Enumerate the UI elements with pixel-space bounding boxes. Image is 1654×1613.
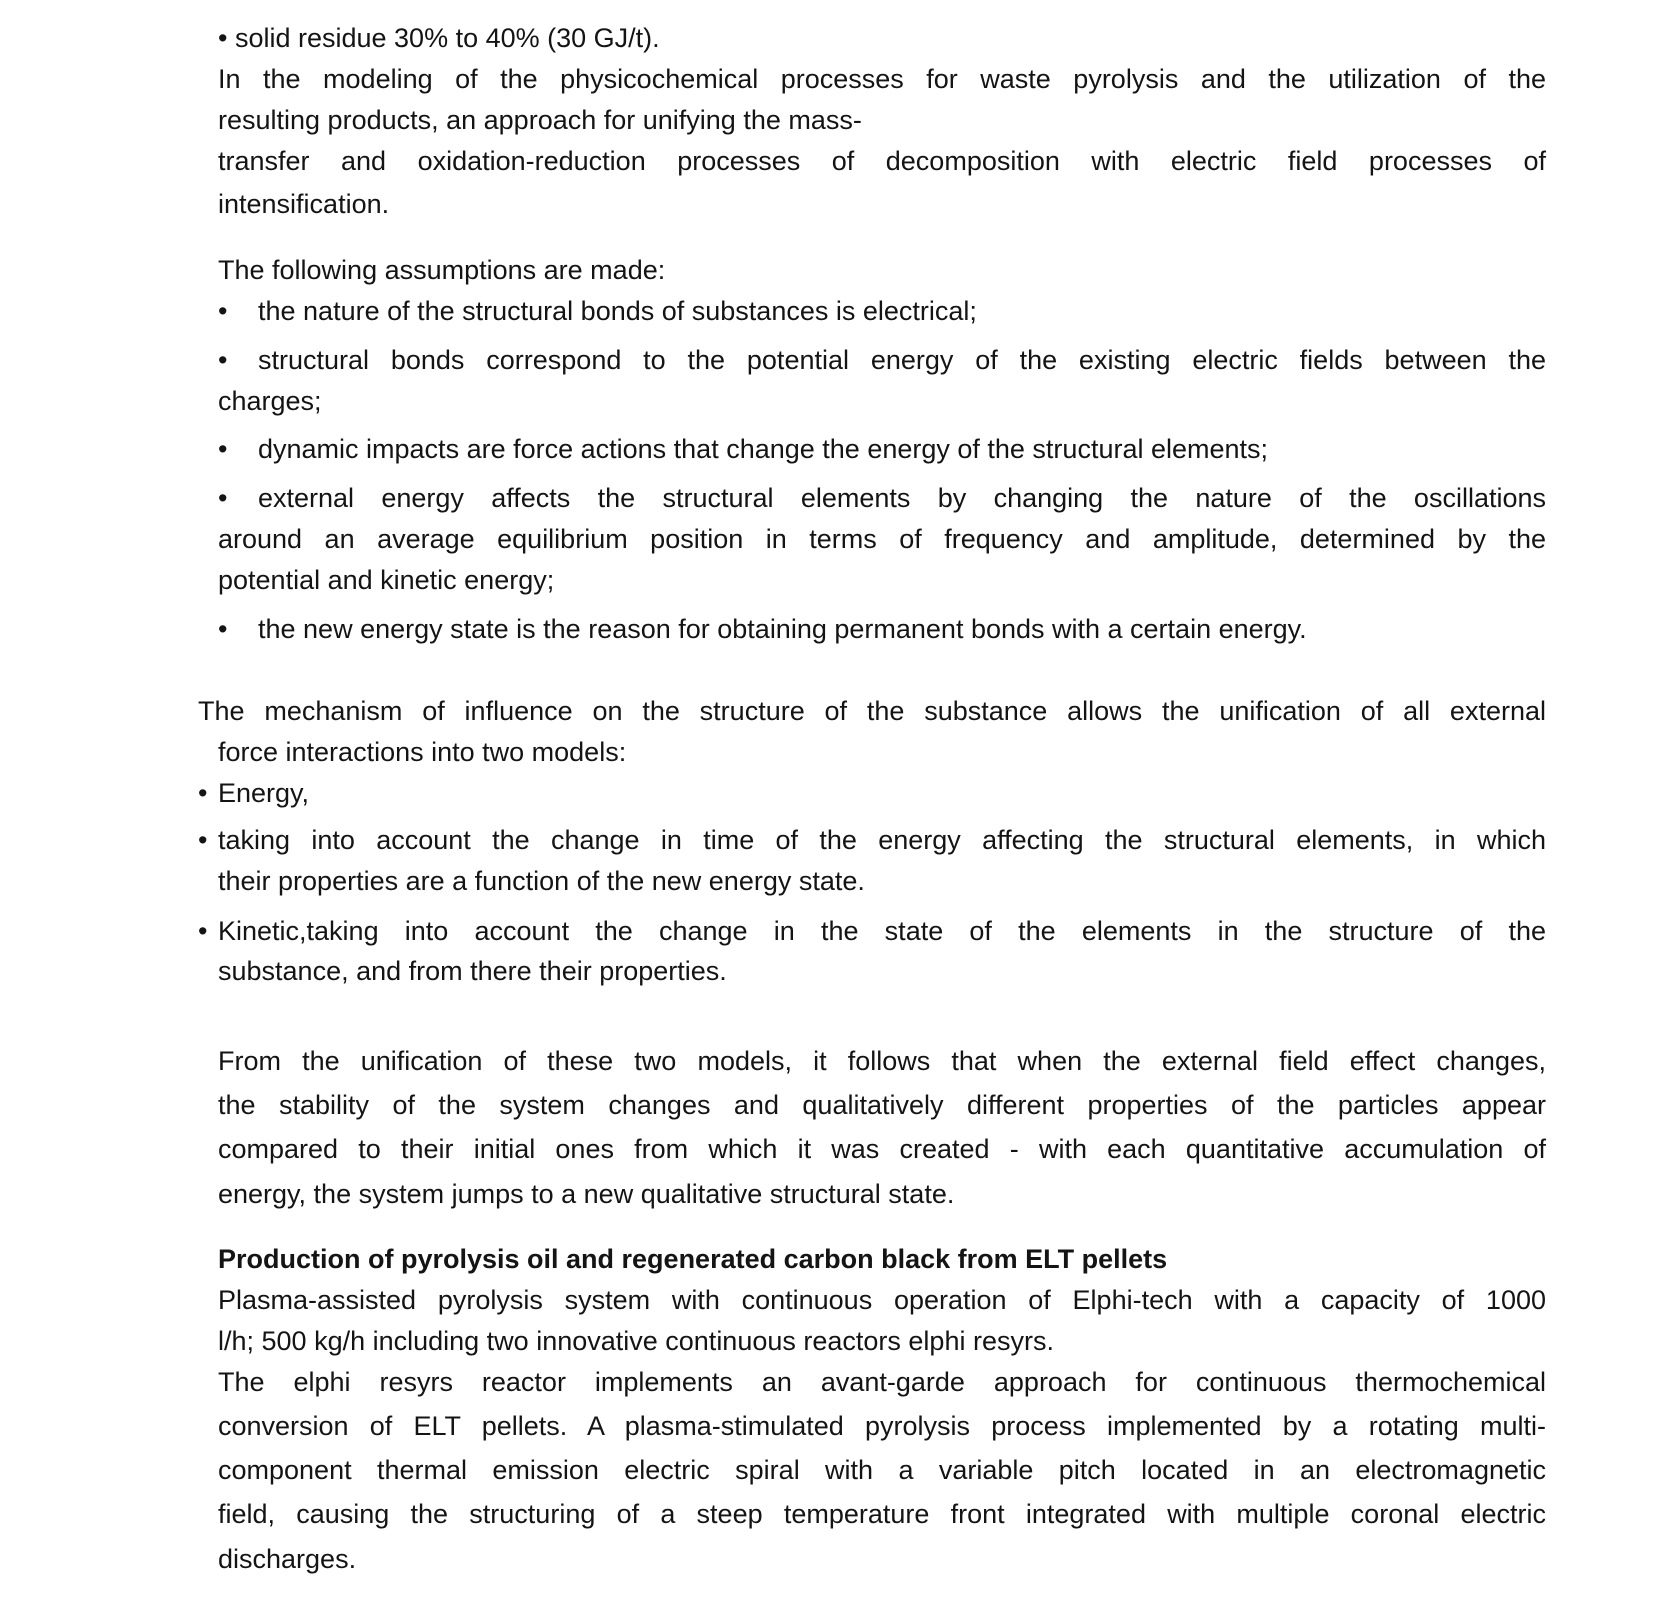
bullet-icon: • (218, 345, 228, 375)
intro-line: resulting products, an approach for unifying the mass- (218, 105, 862, 135)
assumption-item: structural bonds correspond to the potential energy of the existing electric fields between the (258, 345, 1546, 375)
assumption-item: external energy affects the structural elements by changing the nature of the oscillations (258, 483, 1546, 513)
unification-line: energy, the system jumps to a new qualitative structural state. (218, 1179, 955, 1209)
production-line: conversion of ELT pellets. A plasma-stimulated pyrolysis process implemented by a rotating multi- (218, 1411, 1546, 1441)
bullet-icon: • (218, 296, 228, 326)
assumption-item: the new energy state is the reason for obtaining permanent bonds with a certain energy. (258, 614, 1307, 644)
bullet-icon: • (198, 825, 208, 855)
production-line: l/h; 500 kg/h including two innovative continuous reactors elphi resyrs. (218, 1326, 1054, 1356)
production-line: component thermal emission electric spiral with a variable pitch located in an electromagnetic (218, 1455, 1546, 1485)
unification-line: From the unification of these two models, it follows that when the external field effect changes, (218, 1046, 1546, 1076)
assumption-item-cont: potential and kinetic energy; (218, 565, 555, 595)
unification-line: the stability of the system changes and qualitatively different properties of the particles appear (218, 1090, 1546, 1120)
bullet-icon: • (198, 916, 208, 946)
bullet-icon: • (218, 434, 228, 464)
intro-line: intensification. (218, 189, 390, 219)
assumption-item: dynamic impacts are force actions that change the energy of the structural elements; (258, 434, 1269, 464)
bullet-icon: • (218, 614, 228, 644)
intro-line: In the modeling of the physicochemical processes for waste pyrolysis and the utilization of the (218, 64, 1546, 94)
production-line: The elphi resyrs reactor implements an avant-garde approach for continuous thermochemical (218, 1367, 1546, 1397)
unification-line: compared to their initial ones from which it was created - with each quantitative accumulation of (218, 1134, 1546, 1164)
production-line: field, causing the structuring of a steep temperature front integrated with multiple coronal electric (218, 1499, 1546, 1529)
production-line: Plasma-assisted pyrolysis system with continuous operation of Elphi-tech with a capacity of 1000 (218, 1285, 1546, 1315)
model-item-cont: substance, and from there their properties. (218, 956, 727, 986)
bullet-icon: • (198, 778, 208, 808)
mechanism-line: The mechanism of influence on the structure of the substance allows the unification of all external (198, 696, 1546, 726)
assumption-item: the nature of the structural bonds of substances is electrical; (258, 296, 977, 326)
model-item: Energy, (218, 778, 310, 808)
assumption-item-cont: around an average equilibrium position in terms of frequency and amplitude, determined by the (218, 524, 1546, 554)
model-item: taking into account the change in time of the energy affecting the structural elements, in which (218, 825, 1546, 855)
intro-line: transfer and oxidation-reduction processes of decomposition with electric field processes of (218, 146, 1546, 176)
solid-residue-bullet: • solid residue 30% to 40% (30 GJ/t). (218, 23, 660, 53)
mechanism-line: force interactions into two models: (218, 737, 627, 767)
section-heading: Production of pyrolysis oil and regenerated carbon black from ELT pellets (218, 1244, 1168, 1274)
bullet-icon: • (218, 483, 228, 513)
assumptions-heading: The following assumptions are made: (218, 255, 666, 285)
production-line: discharges. (218, 1544, 357, 1574)
model-item-cont: their properties are a function of the new energy state. (218, 866, 865, 896)
model-item: Kinetic,taking into account the change in the state of the elements in the structure of the (218, 916, 1546, 946)
assumption-item-cont: charges; (218, 386, 322, 416)
